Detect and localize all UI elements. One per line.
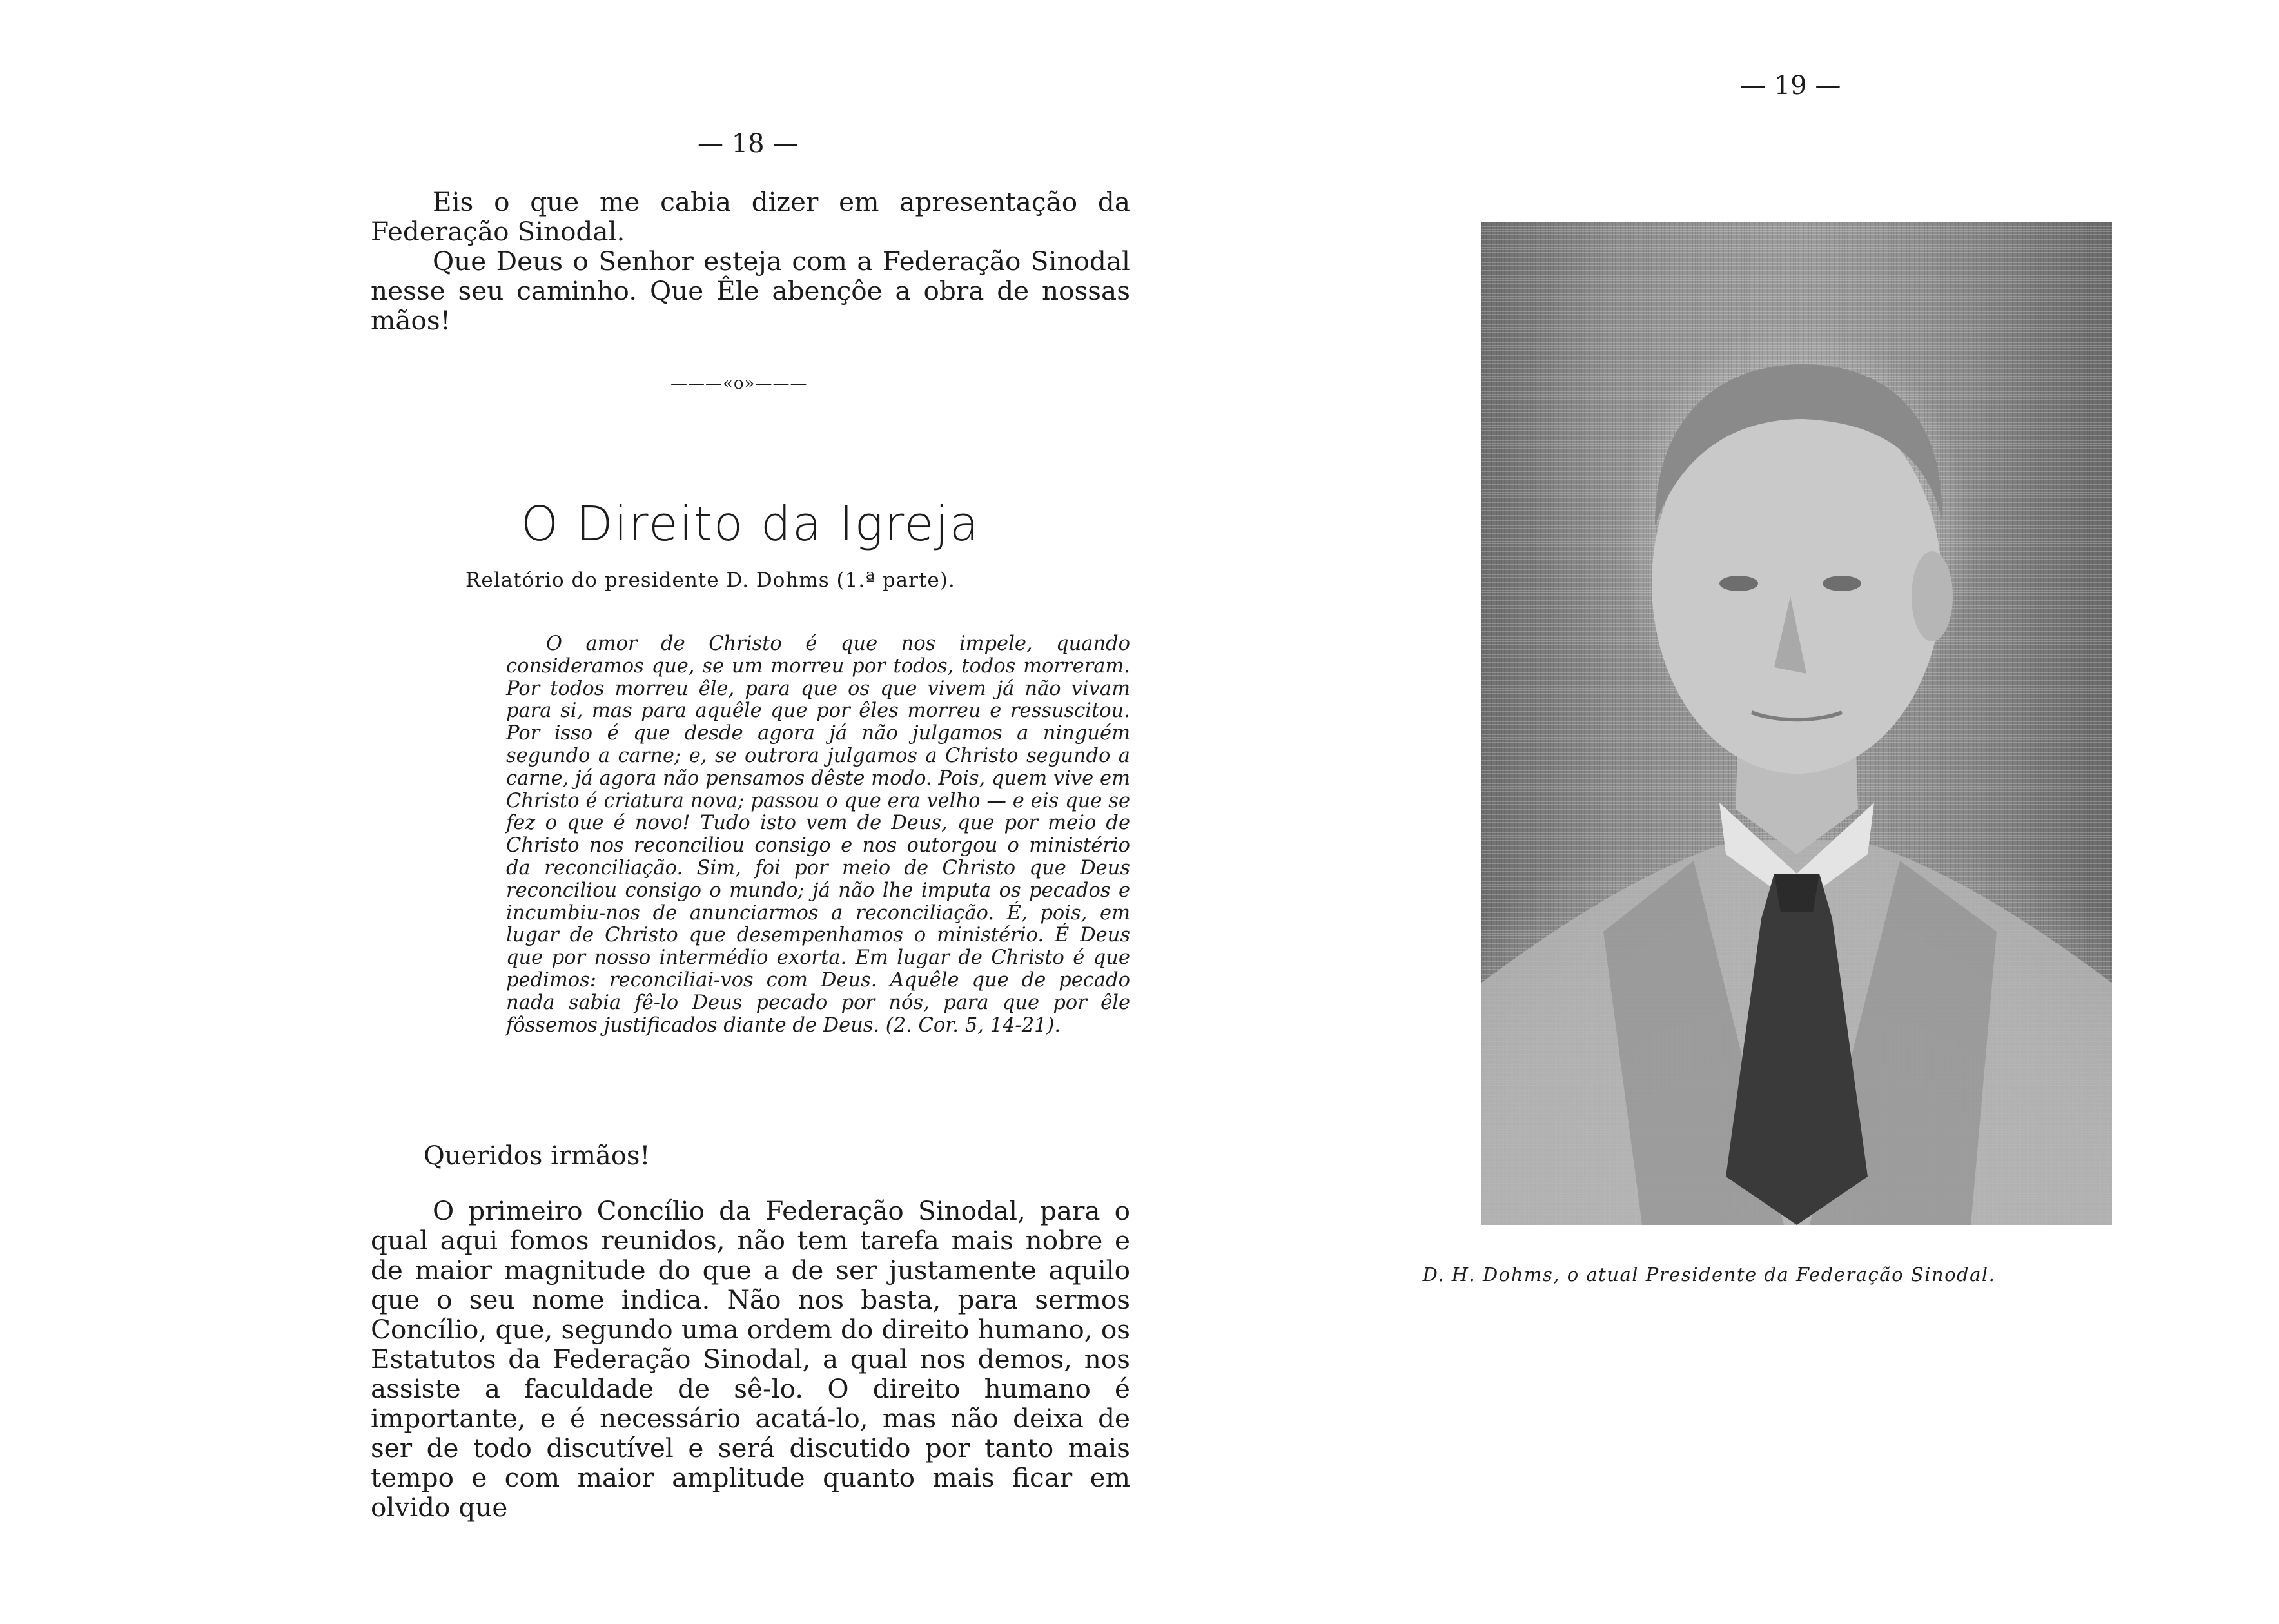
photo-caption: D. H. Dohms, o atual Presidente da Federação Sinodal.	[1422, 1264, 1996, 1286]
page-number-19: — 19 —	[1740, 71, 1841, 101]
scripture-quote: O amor de Christo é que nos impele, quando consideramos que, se um morreu por todos, todos morreram. Por todos morreu êle, para que os que vivem já não vivam para si, mas para aquêle que por êles morreu e ressuscitou. Por isso é que desde agora já não julgamos a ninguém segundo a carne; e, se outrora julgamos a Christo segundo a carne, já agora não pensamos dêste modo. Pois, quem vive em Christo é criatura nova; passou o que era velho — e eis que se fez o que é novo! Tudo isto vem de Deus, que por meio de Christo nos reconciliou consigo e nos outorgou o ministério da reconciliação. Sim, foi por meio de Christo que Deus reconciliou consigo o mundo; já não lhe imputa os pecados e incumbiu-nos de anunciarmos a reconciliação. É, pois, em lugar de Christo que desempenhamos o ministério. É Deus que por nosso intermédio exorta. Em lugar de Christo é que pedimos: reconciliai-vos com Deus. Aquêle que de pecado nada sabia fê-lo Deus pecado por nós, para que por êle fôssemos justificados diante de Deus. (2. Cor. 5, 14-21).	[506, 632, 1130, 1037]
intro-paragraph-1: Eis o que me cabia dizer em apresentação da Federação Sinodal.	[371, 186, 1130, 247]
portrait-photo	[1481, 222, 2112, 1225]
article-subtitle: Relatório do presidente D. Dohms (1.ª parte).	[465, 569, 955, 592]
left-page	[0, 0, 1139, 1624]
page-number-18: — 18 —	[698, 129, 799, 159]
body-text	[371, 1196, 1130, 1522]
article-title: O Direito da Igreja	[520, 496, 981, 552]
intro-paragraph-2: Que Deus o Senhor esteja com a Federação Sinodal nesse seu caminho. Que Êle abençôe a obra de nossas mãos!	[371, 246, 1130, 336]
right-page	[1139, 0, 2279, 1624]
section-separator: ———«o»———	[670, 374, 808, 393]
salutation: Queridos irmãos!	[424, 1141, 650, 1171]
portrait-figure	[1481, 222, 2112, 1225]
intro-text	[371, 187, 1130, 335]
body-paragraph: O primeiro Concílio da Federação Sinodal, para o qual aqui fomos reunidos, não tem tarefa mais nobre e de maior magnitude do que a de ser justamente aquilo que o seu nome indica. Não nos basta, para sermos Concílio, que, segundo uma ordem do direito humano, os Estatutos da Federação Sinodal, a qual nos demos, nos assiste a faculdade de sê-lo. O direito humano é importante, e é necessário acatá-lo, mas não deixa de ser de todo discutível e será discutido por tanto mais tempo e com maior amplitude quanto mais ficar em olvido que	[371, 1195, 1130, 1523]
